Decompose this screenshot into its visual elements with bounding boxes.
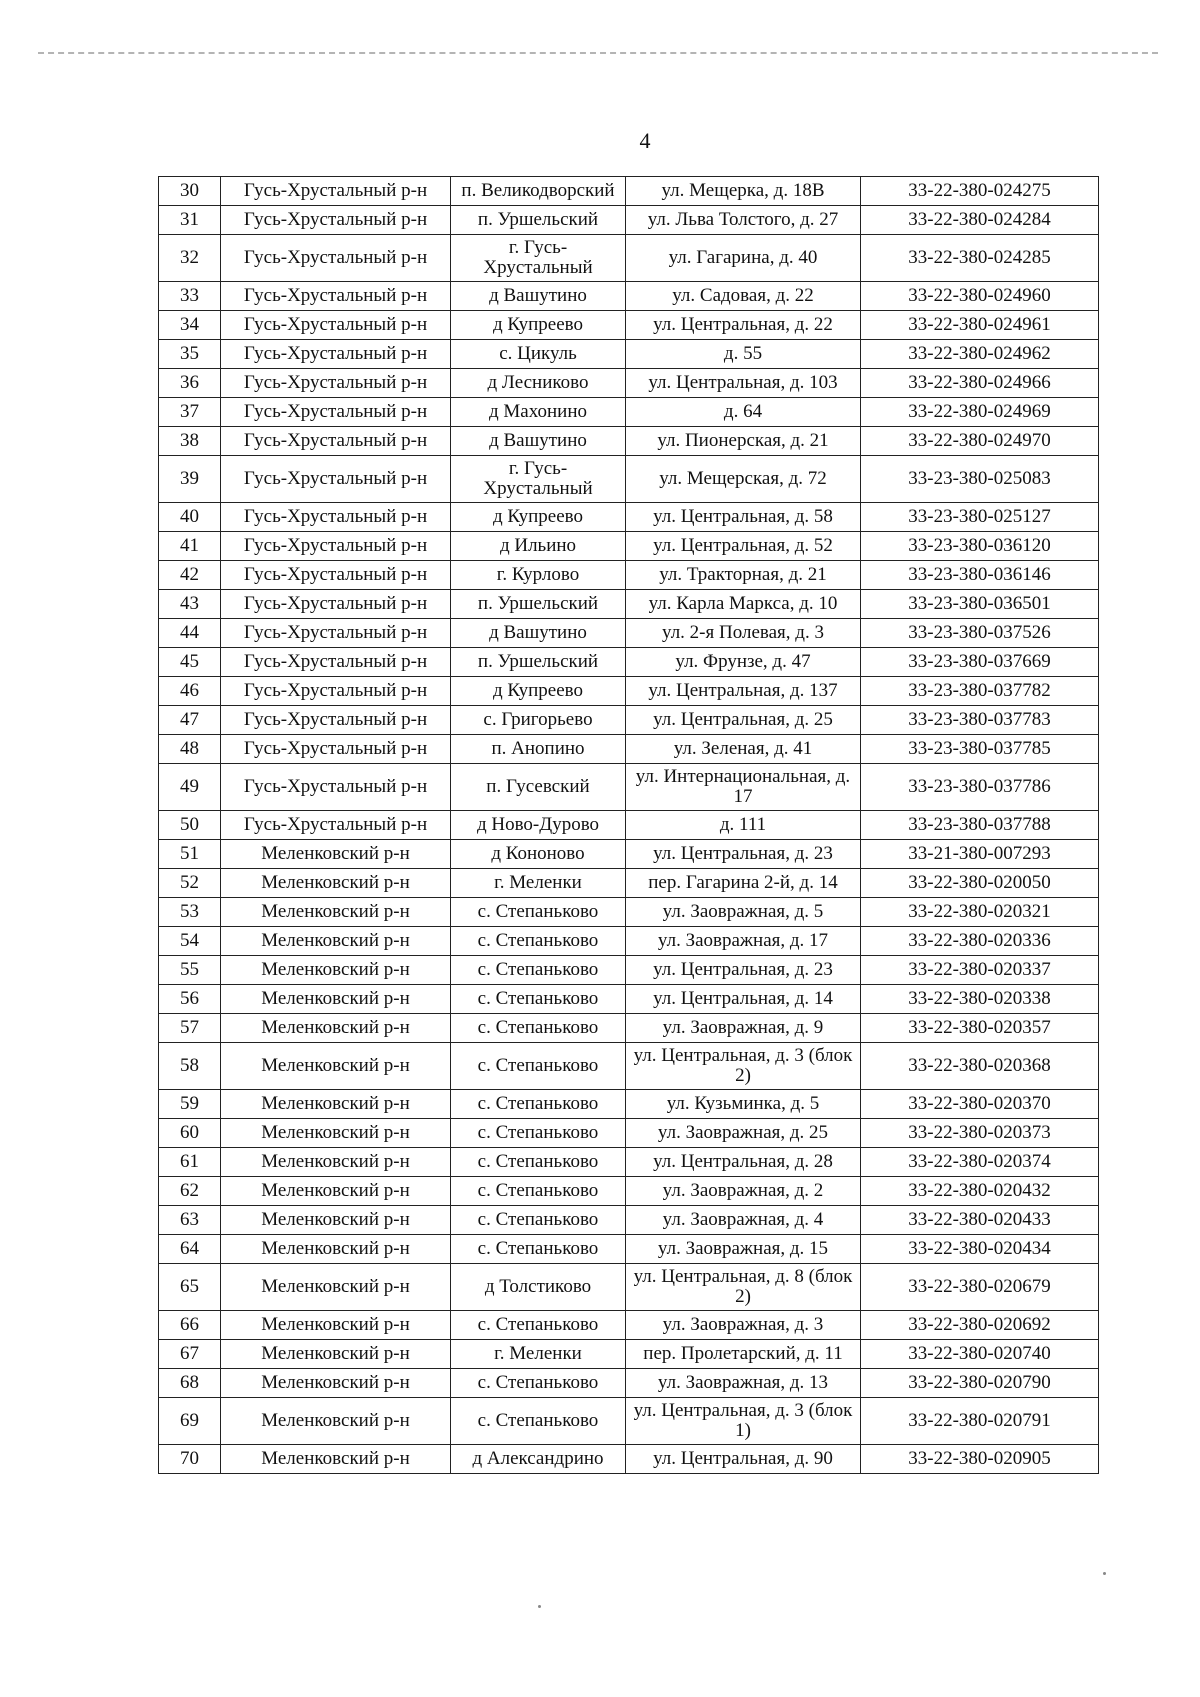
table-row: [159, 985, 1099, 1014]
address-cell: ул. Центральная, д. 103: [626, 369, 861, 398]
district-cell: Меленковский р-н: [221, 840, 451, 869]
locality-cell: п. Уршельский: [451, 648, 626, 677]
row-number-cell: 35: [159, 340, 221, 369]
district-cell: Меленковский р-н: [221, 1043, 451, 1090]
address-cell: д. 111: [626, 811, 861, 840]
table-row: [159, 235, 1099, 282]
table-row: [159, 311, 1099, 340]
address-cell: ул. Центральная, д. 90: [626, 1445, 861, 1474]
address-cell: ул. Кузьминка, д. 5: [626, 1090, 861, 1119]
cadastral-number-cell: 33-23-380-036501: [861, 590, 1099, 619]
table-row: [159, 456, 1099, 503]
table-row: [159, 956, 1099, 985]
row-number-cell: 46: [159, 677, 221, 706]
cadastral-number-cell: 33-23-380-037785: [861, 735, 1099, 764]
cadastral-number-cell: 33-22-380-020357: [861, 1014, 1099, 1043]
district-cell: Гусь-Хрустальный р-н: [221, 648, 451, 677]
address-cell: ул. Центральная, д. 58: [626, 503, 861, 532]
address-cell: ул. Садовая, д. 22: [626, 282, 861, 311]
locality-cell: г. Гусь-Хрустальный: [451, 456, 626, 503]
cadastral-number-cell: 33-22-380-024962: [861, 340, 1099, 369]
district-cell: Меленковский р-н: [221, 1235, 451, 1264]
table-row: [159, 927, 1099, 956]
locality-cell: д Вашутино: [451, 282, 626, 311]
table-row: [159, 1119, 1099, 1148]
district-cell: Гусь-Хрустальный р-н: [221, 532, 451, 561]
cadastral-number-cell: 33-22-380-020321: [861, 898, 1099, 927]
table-row: [159, 619, 1099, 648]
table-body: [159, 177, 1099, 1474]
district-cell: Меленковский р-н: [221, 927, 451, 956]
row-number-cell: 39: [159, 456, 221, 503]
address-cell: ул. Заовражная, д. 25: [626, 1119, 861, 1148]
row-number-cell: 67: [159, 1340, 221, 1369]
cadastral-number-cell: 33-22-380-024284: [861, 206, 1099, 235]
address-cell: ул. 2-я Полевая, д. 3: [626, 619, 861, 648]
row-number-cell: 48: [159, 735, 221, 764]
address-cell: ул. Карла Маркса, д. 10: [626, 590, 861, 619]
locality-cell: с. Степаньково: [451, 1235, 626, 1264]
cadastral-number-cell: 33-23-380-036120: [861, 532, 1099, 561]
table-row: [159, 1311, 1099, 1340]
address-cell: ул. Центральная, д. 22: [626, 311, 861, 340]
locality-cell: д Кононово: [451, 840, 626, 869]
table-row: [159, 1206, 1099, 1235]
district-cell: Гусь-Хрустальный р-н: [221, 398, 451, 427]
row-number-cell: 66: [159, 1311, 221, 1340]
locality-cell: с. Степаньково: [451, 1043, 626, 1090]
cadastral-number-cell: 33-23-380-037783: [861, 706, 1099, 735]
locality-cell: д Александрино: [451, 1445, 626, 1474]
locality-cell: д Купреево: [451, 311, 626, 340]
district-cell: Меленковский р-н: [221, 985, 451, 1014]
row-number-cell: 64: [159, 1235, 221, 1264]
district-cell: Меленковский р-н: [221, 1445, 451, 1474]
cadastral-number-cell: 33-22-380-020050: [861, 869, 1099, 898]
district-cell: Меленковский р-н: [221, 1177, 451, 1206]
row-number-cell: 51: [159, 840, 221, 869]
address-cell: ул. Льва Толстого, д. 27: [626, 206, 861, 235]
cadastral-number-cell: 33-22-380-020434: [861, 1235, 1099, 1264]
table-row: [159, 206, 1099, 235]
cadastral-number-cell: 33-22-380-020740: [861, 1340, 1099, 1369]
address-cell: пер. Пролетарский, д. 11: [626, 1340, 861, 1369]
row-number-cell: 56: [159, 985, 221, 1014]
table-row: [159, 840, 1099, 869]
row-number-cell: 63: [159, 1206, 221, 1235]
address-cell: ул. Тракторная, д. 21: [626, 561, 861, 590]
table-row: [159, 648, 1099, 677]
table-row: [159, 177, 1099, 206]
table-row: [159, 427, 1099, 456]
address-cell: ул. Центральная, д. 14: [626, 985, 861, 1014]
cadastral-number-cell: 33-23-380-036146: [861, 561, 1099, 590]
address-cell: ул. Гагарина, д. 40: [626, 235, 861, 282]
locality-cell: п. Великодворский: [451, 177, 626, 206]
table-row: [159, 1340, 1099, 1369]
locality-cell: с. Степаньково: [451, 1206, 626, 1235]
cadastral-number-cell: 33-22-380-024970: [861, 427, 1099, 456]
cadastral-number-cell: 33-22-380-024966: [861, 369, 1099, 398]
district-cell: Меленковский р-н: [221, 1014, 451, 1043]
address-cell: ул. Заовражная, д. 3: [626, 1311, 861, 1340]
district-cell: Гусь-Хрустальный р-н: [221, 427, 451, 456]
address-cell: ул. Интернациональная, д. 17: [626, 764, 861, 811]
address-cell: ул. Заовражная, д. 9: [626, 1014, 861, 1043]
district-cell: Гусь-Хрустальный р-н: [221, 177, 451, 206]
cadastral-number-cell: 33-22-380-020336: [861, 927, 1099, 956]
cadastral-number-cell: 33-22-380-020905: [861, 1445, 1099, 1474]
page-number: 4: [639, 128, 651, 153]
scan-edge-line: [38, 52, 1158, 54]
table-row: [159, 1235, 1099, 1264]
row-number-cell: 60: [159, 1119, 221, 1148]
row-number-cell: 65: [159, 1264, 221, 1311]
table-row: [159, 282, 1099, 311]
cadastral-number-cell: 33-22-380-024285: [861, 235, 1099, 282]
locality-cell: с. Степаньково: [451, 1398, 626, 1445]
table-row: [159, 1043, 1099, 1090]
table-row: [159, 677, 1099, 706]
cadastral-number-cell: 33-23-380-025083: [861, 456, 1099, 503]
locality-cell: д Толстиково: [451, 1264, 626, 1311]
table-row: [159, 532, 1099, 561]
address-cell: д. 64: [626, 398, 861, 427]
district-cell: Меленковский р-н: [221, 898, 451, 927]
address-cell: ул. Заовражная, д. 15: [626, 1235, 861, 1264]
address-cell: ул. Центральная, д. 23: [626, 840, 861, 869]
district-cell: Меленковский р-н: [221, 869, 451, 898]
locality-cell: с. Степаньково: [451, 1090, 626, 1119]
cadastral-number-cell: 33-23-380-025127: [861, 503, 1099, 532]
table-row: [159, 398, 1099, 427]
locality-cell: с. Степаньково: [451, 1177, 626, 1206]
cadastral-number-cell: 33-22-380-024961: [861, 311, 1099, 340]
cadastral-number-cell: 33-22-380-020373: [861, 1119, 1099, 1148]
cadastral-number-cell: 33-23-380-037786: [861, 764, 1099, 811]
table-row: [159, 1148, 1099, 1177]
cadastral-number-cell: 33-22-380-024275: [861, 177, 1099, 206]
district-cell: Гусь-Хрустальный р-н: [221, 706, 451, 735]
district-cell: Меленковский р-н: [221, 1148, 451, 1177]
district-cell: Гусь-Хрустальный р-н: [221, 503, 451, 532]
district-cell: Гусь-Хрустальный р-н: [221, 619, 451, 648]
locality-cell: г. Курлово: [451, 561, 626, 590]
district-cell: Гусь-Хрустальный р-н: [221, 764, 451, 811]
address-cell: ул. Центральная, д. 23: [626, 956, 861, 985]
address-cell: пер. Гагарина 2-й, д. 14: [626, 869, 861, 898]
table-row: [159, 735, 1099, 764]
address-cell: ул. Центральная, д. 28: [626, 1148, 861, 1177]
cadastral-number-cell: 33-23-380-037788: [861, 811, 1099, 840]
district-cell: Меленковский р-н: [221, 1206, 451, 1235]
locality-cell: д Ильино: [451, 532, 626, 561]
row-number-cell: 42: [159, 561, 221, 590]
locality-cell: с. Степаньково: [451, 1014, 626, 1043]
district-cell: Гусь-Хрустальный р-н: [221, 561, 451, 590]
district-cell: Гусь-Хрустальный р-н: [221, 282, 451, 311]
address-cell: ул. Заовражная, д. 13: [626, 1369, 861, 1398]
table-row: [159, 590, 1099, 619]
table-row: [159, 1014, 1099, 1043]
locality-cell: г. Меленки: [451, 869, 626, 898]
locality-cell: п. Уршельский: [451, 206, 626, 235]
row-number-cell: 59: [159, 1090, 221, 1119]
address-cell: ул. Мещерская, д. 72: [626, 456, 861, 503]
scan-speck: [538, 1605, 541, 1608]
row-number-cell: 68: [159, 1369, 221, 1398]
row-number-cell: 54: [159, 927, 221, 956]
district-cell: Гусь-Хрустальный р-н: [221, 677, 451, 706]
address-cell: ул. Пионерская, д. 21: [626, 427, 861, 456]
locality-cell: с. Степаньково: [451, 1148, 626, 1177]
address-cell: ул. Центральная, д. 3 (блок 1): [626, 1398, 861, 1445]
district-cell: Гусь-Хрустальный р-н: [221, 811, 451, 840]
district-cell: Гусь-Хрустальный р-н: [221, 340, 451, 369]
row-number-cell: 32: [159, 235, 221, 282]
address-cell: ул. Центральная, д. 3 (блок 2): [626, 1043, 861, 1090]
district-cell: Меленковский р-н: [221, 1369, 451, 1398]
address-cell: ул. Центральная, д. 52: [626, 532, 861, 561]
locality-cell: г. Гусь-Хрустальный: [451, 235, 626, 282]
cadastral-number-cell: 33-23-380-037526: [861, 619, 1099, 648]
property-table: [158, 176, 1099, 1474]
row-number-cell: 31: [159, 206, 221, 235]
locality-cell: с. Степаньково: [451, 1119, 626, 1148]
row-number-cell: 55: [159, 956, 221, 985]
table-row: [159, 1369, 1099, 1398]
district-cell: Меленковский р-н: [221, 1398, 451, 1445]
table-row: [159, 1090, 1099, 1119]
row-number-cell: 49: [159, 764, 221, 811]
row-number-cell: 41: [159, 532, 221, 561]
locality-cell: п. Уршельский: [451, 590, 626, 619]
row-number-cell: 58: [159, 1043, 221, 1090]
address-cell: ул. Заовражная, д. 5: [626, 898, 861, 927]
locality-cell: с. Степаньково: [451, 1369, 626, 1398]
address-cell: ул. Заовражная, д. 2: [626, 1177, 861, 1206]
locality-cell: д Вашутино: [451, 619, 626, 648]
district-cell: Меленковский р-н: [221, 1264, 451, 1311]
locality-cell: с. Степаньково: [451, 898, 626, 927]
district-cell: Меленковский р-н: [221, 956, 451, 985]
locality-cell: г. Меленки: [451, 1340, 626, 1369]
address-cell: ул. Заовражная, д. 4: [626, 1206, 861, 1235]
locality-cell: с. Степаньково: [451, 1311, 626, 1340]
cadastral-number-cell: 33-22-380-020368: [861, 1043, 1099, 1090]
cadastral-number-cell: 33-22-380-020432: [861, 1177, 1099, 1206]
district-cell: Гусь-Хрустальный р-н: [221, 311, 451, 340]
cadastral-number-cell: 33-21-380-007293: [861, 840, 1099, 869]
locality-cell: с. Степаньково: [451, 985, 626, 1014]
district-cell: Меленковский р-н: [221, 1119, 451, 1148]
table-row: [159, 1445, 1099, 1474]
table-row: [159, 869, 1099, 898]
row-number-cell: 47: [159, 706, 221, 735]
row-number-cell: 33: [159, 282, 221, 311]
district-cell: Меленковский р-н: [221, 1340, 451, 1369]
table-row: [159, 811, 1099, 840]
table-row: [159, 561, 1099, 590]
table-row: [159, 340, 1099, 369]
row-number-cell: 70: [159, 1445, 221, 1474]
row-number-cell: 36: [159, 369, 221, 398]
cadastral-number-cell: 33-22-380-020338: [861, 985, 1099, 1014]
row-number-cell: 52: [159, 869, 221, 898]
cadastral-number-cell: 33-22-380-020374: [861, 1148, 1099, 1177]
cadastral-number-cell: 33-23-380-037669: [861, 648, 1099, 677]
cadastral-number-cell: 33-22-380-020370: [861, 1090, 1099, 1119]
row-number-cell: 61: [159, 1148, 221, 1177]
address-cell: ул. Центральная, д. 137: [626, 677, 861, 706]
locality-cell: с. Степаньково: [451, 956, 626, 985]
row-number-cell: 43: [159, 590, 221, 619]
district-cell: Гусь-Хрустальный р-н: [221, 206, 451, 235]
row-number-cell: 50: [159, 811, 221, 840]
cadastral-number-cell: 33-22-380-020679: [861, 1264, 1099, 1311]
address-cell: д. 55: [626, 340, 861, 369]
table-row: [159, 898, 1099, 927]
table-row: [159, 1177, 1099, 1206]
locality-cell: д Махонино: [451, 398, 626, 427]
address-cell: ул. Фрунзе, д. 47: [626, 648, 861, 677]
cadastral-number-cell: 33-22-380-024969: [861, 398, 1099, 427]
locality-cell: д Купреево: [451, 677, 626, 706]
locality-cell: д Лесниково: [451, 369, 626, 398]
cadastral-number-cell: 33-22-380-024960: [861, 282, 1099, 311]
district-cell: Меленковский р-н: [221, 1090, 451, 1119]
locality-cell: с. Григорьево: [451, 706, 626, 735]
row-number-cell: 37: [159, 398, 221, 427]
cadastral-number-cell: 33-22-380-020337: [861, 956, 1099, 985]
address-cell: ул. Мещерка, д. 18В: [626, 177, 861, 206]
table-row: [159, 369, 1099, 398]
address-cell: ул. Центральная, д. 25: [626, 706, 861, 735]
cadastral-number-cell: 33-22-380-020692: [861, 1311, 1099, 1340]
district-cell: Гусь-Хрустальный р-н: [221, 590, 451, 619]
cadastral-number-cell: 33-22-380-020433: [861, 1206, 1099, 1235]
row-number-cell: 62: [159, 1177, 221, 1206]
table-row: [159, 1398, 1099, 1445]
table-row: [159, 706, 1099, 735]
row-number-cell: 40: [159, 503, 221, 532]
cadastral-number-cell: 33-22-380-020791: [861, 1398, 1099, 1445]
district-cell: Гусь-Хрустальный р-н: [221, 235, 451, 282]
address-cell: ул. Зеленая, д. 41: [626, 735, 861, 764]
locality-cell: с. Цикуль: [451, 340, 626, 369]
district-cell: Меленковский р-н: [221, 1311, 451, 1340]
cadastral-number-cell: 33-23-380-037782: [861, 677, 1099, 706]
district-cell: Гусь-Хрустальный р-н: [221, 369, 451, 398]
locality-cell: д Ново-Дурово: [451, 811, 626, 840]
locality-cell: п. Гусевский: [451, 764, 626, 811]
table-row: [159, 503, 1099, 532]
locality-cell: д Купреево: [451, 503, 626, 532]
row-number-cell: 57: [159, 1014, 221, 1043]
locality-cell: п. Анопино: [451, 735, 626, 764]
row-number-cell: 38: [159, 427, 221, 456]
address-cell: ул. Заовражная, д. 17: [626, 927, 861, 956]
address-cell: ул. Центральная, д. 8 (блок 2): [626, 1264, 861, 1311]
district-cell: Гусь-Хрустальный р-н: [221, 735, 451, 764]
row-number-cell: 53: [159, 898, 221, 927]
locality-cell: д Вашутино: [451, 427, 626, 456]
row-number-cell: 30: [159, 177, 221, 206]
row-number-cell: 34: [159, 311, 221, 340]
cadastral-number-cell: 33-22-380-020790: [861, 1369, 1099, 1398]
table-row: [159, 1264, 1099, 1311]
row-number-cell: 69: [159, 1398, 221, 1445]
table-row: [159, 764, 1099, 811]
row-number-cell: 44: [159, 619, 221, 648]
district-cell: Гусь-Хрустальный р-н: [221, 456, 451, 503]
row-number-cell: 45: [159, 648, 221, 677]
locality-cell: с. Степаньково: [451, 927, 626, 956]
scan-speck: [1103, 1572, 1106, 1575]
